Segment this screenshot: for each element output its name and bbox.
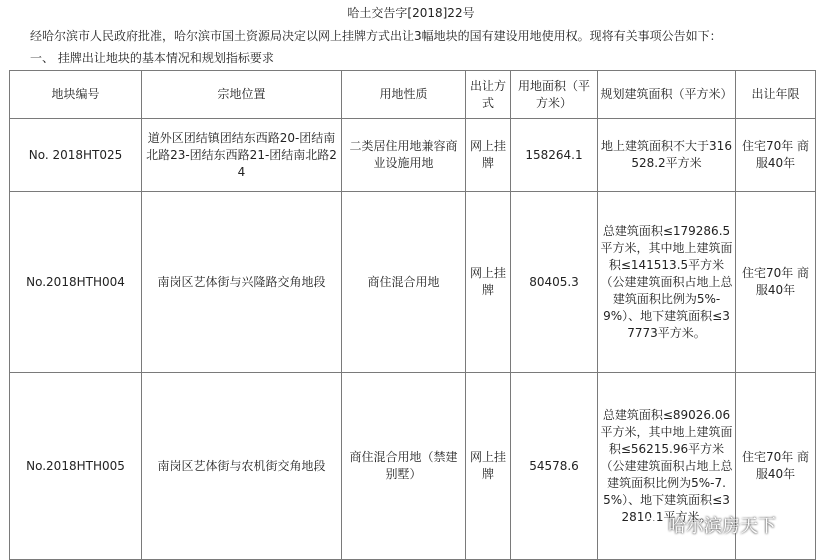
cell-location: 南岗区艺体街与农机街交角地段: [142, 373, 342, 560]
header-location: 宗地位置: [142, 71, 342, 119]
cell-building-area: 总建筑面积≤179286.5平方米，其中地上建筑面积≤141513.5平方米（公建建筑面积占地上总建筑面积比例为5%-9%）、地下建筑面积≤37773平方米。: [598, 192, 736, 373]
cell-parcel-id: No.2018HTH005: [10, 373, 142, 560]
table-header-row: [10, 71, 816, 119]
watermark-text: 哈尔滨房天下: [668, 516, 776, 537]
document-title: 哈土交告字[2018]22号: [347, 6, 475, 20]
cell-term: 住宅70年 商服40年: [736, 119, 816, 192]
header-area: 用地面积（平方米）: [511, 71, 598, 119]
cell-land-use: 商住混合用地（禁建别墅）: [342, 373, 466, 560]
header-term: 出让年限: [736, 71, 816, 119]
cell-land-use: 商住混合用地: [342, 192, 466, 373]
watermark: [642, 512, 776, 538]
cell-land-use: 二类居住用地兼容商业设施用地: [342, 119, 466, 192]
cell-area: 158264.1: [511, 119, 598, 192]
table-row: [10, 119, 816, 192]
cell-term: 住宅70年 商服40年: [736, 373, 816, 560]
land-parcel-table: [9, 70, 816, 560]
cell-parcel-id: No. 2018HT025: [10, 119, 142, 192]
header-method: 出让方式: [466, 71, 511, 119]
table-row: [10, 192, 816, 373]
cell-building-area: 地上建筑面积不大于316528.2平方米: [598, 119, 736, 192]
cell-term: 住宅70年 商服40年: [736, 192, 816, 373]
cell-location: 南岗区艺体街与兴隆路交角地段: [142, 192, 342, 373]
cell-area: 54578.6: [511, 373, 598, 560]
section-heading: 一、 挂牌出让地块的基本情况和规划指标要求: [30, 51, 274, 65]
cell-method: 网上挂牌: [466, 119, 511, 192]
cell-method: 网上挂牌: [466, 192, 511, 373]
cell-area: 80405.3: [511, 192, 598, 373]
wechat-icon: [642, 517, 664, 535]
cell-building-area: 总建筑面积≤89026.06平方米，其中地上建筑面积≤56215.96平方米（公建建筑面积占地上总建筑面积比例为5%-7.5%）、地下建筑面积≤32810.1平方米。: [598, 373, 736, 560]
cell-location: 道外区团结镇团结东西路20-团结南北路23-团结东西路21-团结南北路24: [142, 119, 342, 192]
header-land-use: 用地性质: [342, 71, 466, 119]
header-parcel-id: 地块编号: [10, 71, 142, 119]
cell-method: 网上挂牌: [466, 373, 511, 560]
intro-paragraph: 经哈尔滨市人民政府批准，哈尔滨市国土资源局决定以网上挂牌方式出让3幅地块的国有建设用地使用权。现将有关事项公告如下：: [30, 29, 722, 43]
cell-parcel-id: No.2018HTH004: [10, 192, 142, 373]
header-building-area: 规划建筑面积（平方米）: [598, 71, 736, 119]
